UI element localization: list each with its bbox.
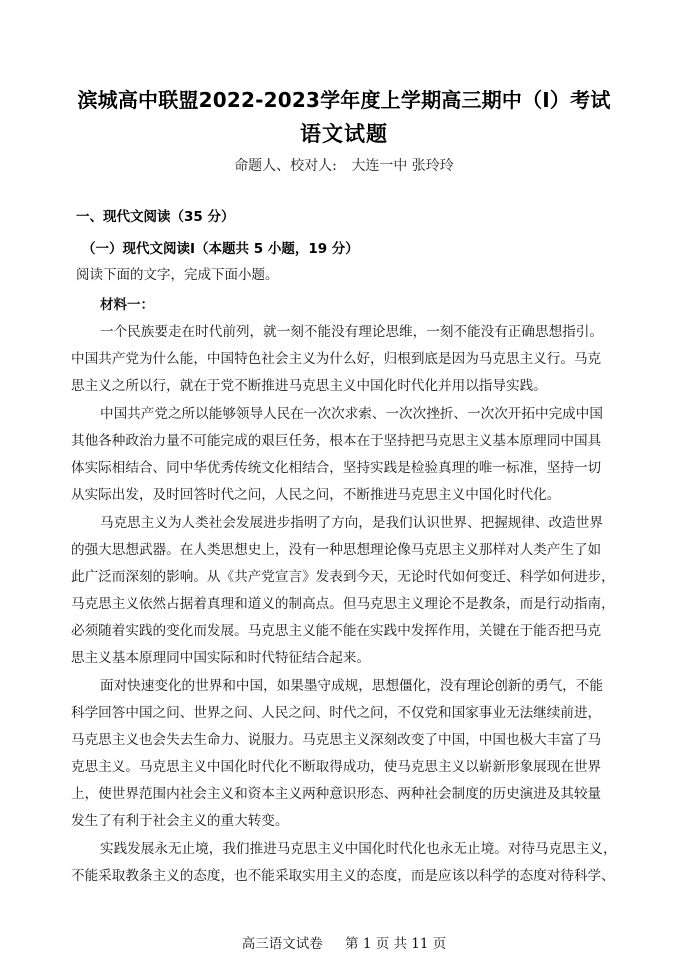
paragraph-line: 从实际出发，及时回答时代之问，人民之问，不断推进马克思主义中国化时代化。 <box>71 487 561 503</box>
paragraph-line: 一个民族要走在时代前列，就一刻不能没有理论思维，一刻不能没有正确思想指引。 <box>100 324 603 340</box>
paragraph-line: 思主义之所以行，就在于党不断推进马克思主义中国化时代化并用以指导实践。 <box>71 378 547 394</box>
paragraph-line: 不能采取教条主义的态度，也不能采取实用主义的态度，而是应该以科学的态度对待科学、 <box>71 868 615 884</box>
footer-paper-name: 高三语文试卷 <box>241 936 323 952</box>
paragraph-line: 实践发展永无止境，我们推进马克思主义中国化时代化也永无止境。对待马克思主义， <box>100 841 617 857</box>
paragraph-line: 中国共产党为什么能，中国特色社会主义为什么好，归根到底是因为马克思主义行。马克 <box>71 351 602 367</box>
section-heading-1: 一、现代文阅读（35 分） <box>76 209 235 225</box>
authors-line <box>0 155 688 175</box>
authors-value: 大连一中 张玲玲 <box>351 158 454 174</box>
paragraph-line: 科学回答中国之问、世界之问、人民之问、时代之问，不仅党和国家事业无法继续前进， <box>71 705 602 721</box>
paragraph-line: 上，使世界范围内社会主义和资本主义两种意识形态、两种社会制度的历史演进及其较量 <box>71 786 602 802</box>
paragraph-line: 其他各种政治力量不可能完成的艰巨任务，根本在于坚持把马克思主义基本原理同中国具 <box>71 433 602 449</box>
paragraph-line: 体实际相结合、同中华优秀传统文化相结合，坚持实践是检验真理的唯一标准，坚持一切 <box>71 460 602 476</box>
paragraph-line: 马克思主义为人类社会发展进步指明了方向，是我们认识世界、把握规律、改造世界 <box>100 515 603 531</box>
paragraph-line: 思主义基本原理同中国实际和时代特征结合起来。 <box>71 650 371 666</box>
paragraph-line: 必须随着实践的变化而发展。马克思主义能不能在实践中发挥作用，关键在于能否把马克 <box>71 623 602 639</box>
footer-page-number: 第 1 页 共 11 页 <box>345 936 447 952</box>
paragraph-line: 马克思主义也会失去生命力、说服力。马克思主义深刻改变了中国，中国也极大丰富了马 <box>71 732 602 748</box>
paragraph-line: 此广泛而深刻的影响。从《共产党宣言》发表到今天，无论时代如何变迁、科学如何进步， <box>71 569 615 585</box>
exam-title: 滨城高中联盟2022-2023学年度上学期高三期中（Ⅰ）考试 <box>77 88 611 112</box>
exam-subtitle: 语文试题 <box>300 122 388 146</box>
paragraph-line: 中国共产党之所以能够领导人民在一次次求索、一次次挫折、一次次开拓中完成中国 <box>100 406 603 422</box>
material-label: 材料一： <box>100 297 154 313</box>
paragraph-line: 发生了有利于社会主义的重大转变。 <box>71 813 289 829</box>
paragraph-line: 面对快速变化的世界和中国，如果墨守成规，思想僵化，没有理论创新的勇气，不能 <box>100 678 603 694</box>
reading-instruction: 阅读下面的文字，完成下面小题。 <box>76 267 279 283</box>
paragraph-line: 的强大思想武器。在人类思想史上，没有一种思想理论像马克思主义那样对人类产生了如 <box>71 542 602 558</box>
page-footer <box>0 932 688 952</box>
paragraph-line: 克思主义。马克思主义中国化时代化不断取得成功，使马克思主义以崭新形象展现在世界 <box>71 759 602 775</box>
paragraph-line: 马克思主义依然占据着真理和道义的制高点。但马克思主义理论不是教条，而是行动指南， <box>71 596 615 612</box>
authors-label: 命题人、校对人: <box>234 158 337 174</box>
subsection-heading-1: （一）现代文阅读Ⅰ（本题共 5 小题，19 分） <box>82 241 359 257</box>
